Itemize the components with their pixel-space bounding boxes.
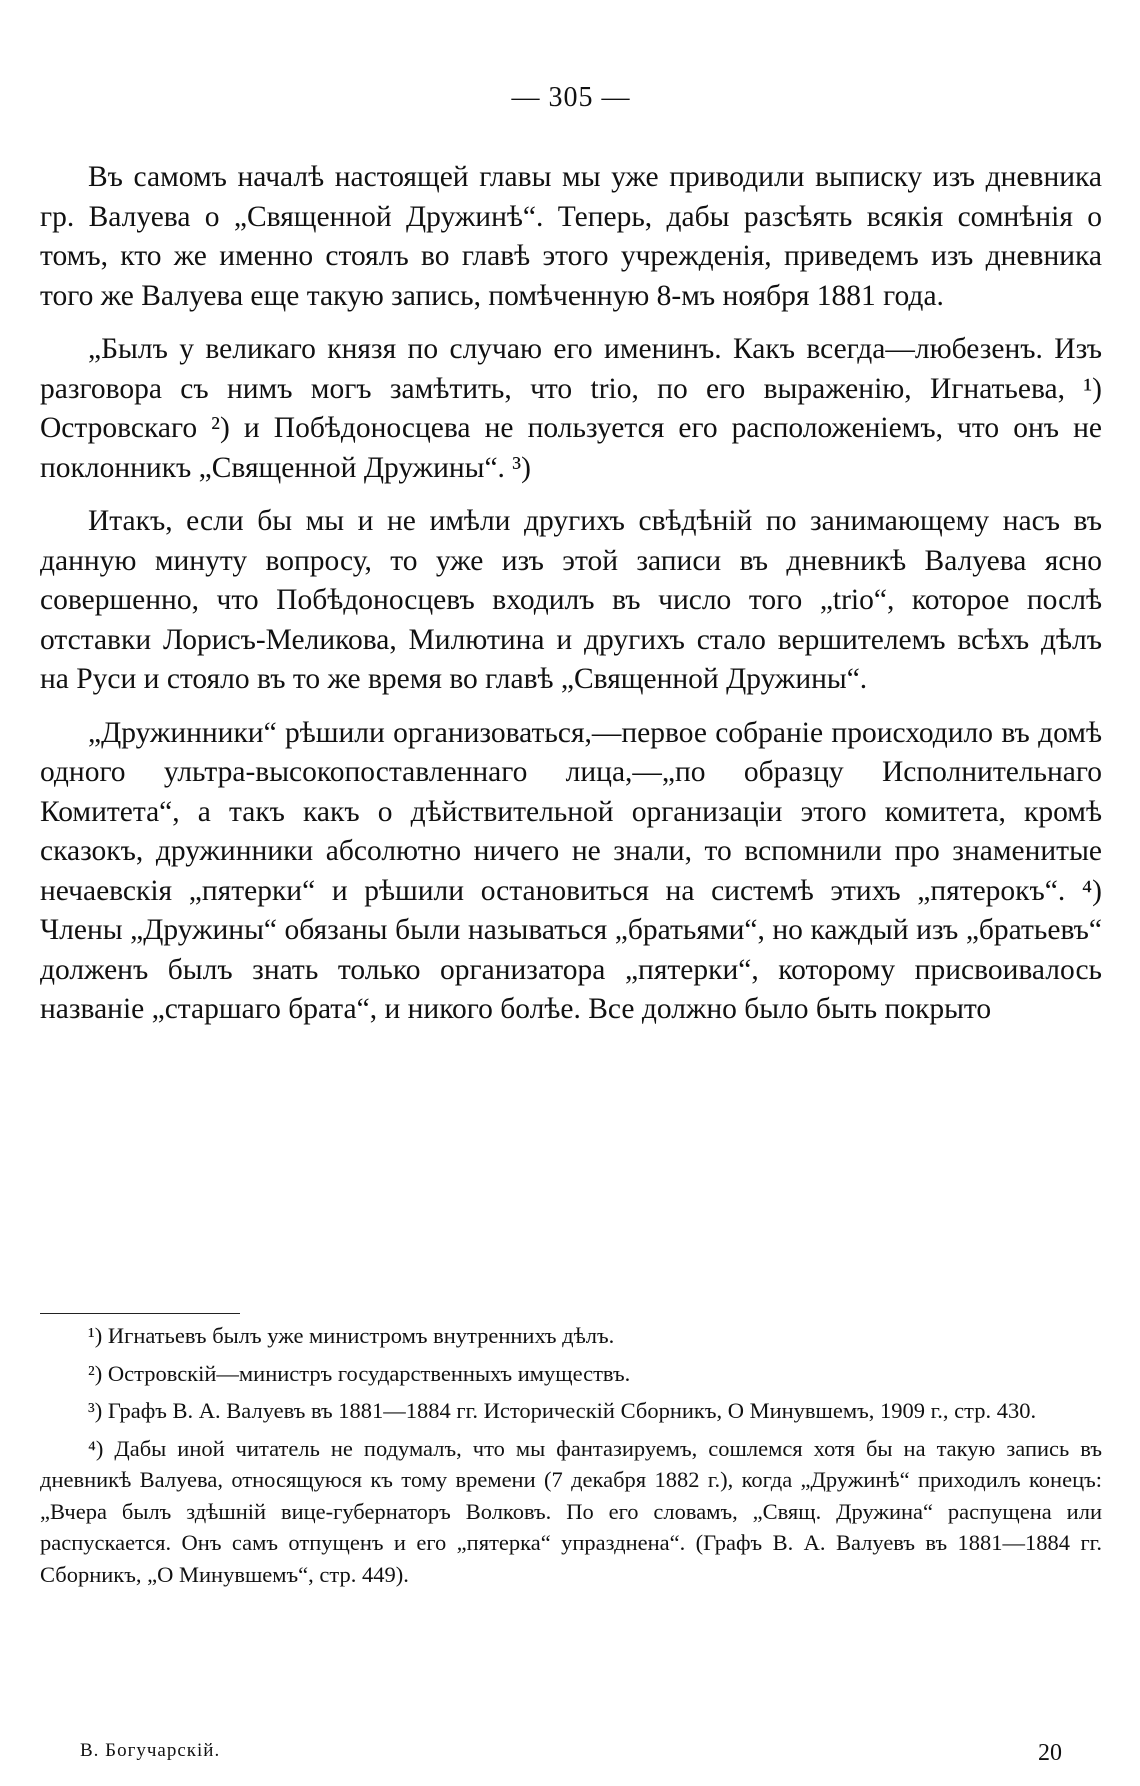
paragraph-2-quote: „Былъ у великаго князя по случаю его именинъ. Какъ всегда—любезенъ. Изъ разговора съ нимъ могъ замѣтить, что trio, по его выраженію, Игнатьева, ¹) Островскаго ²) и Побѣдоносцева не пользуется его расположеніемъ, что онъ не поклонникъ „Священной Дружины“. ³) — [40, 333, 1102, 484]
paragraph-3: Итакъ, если бы мы и не имѣли другихъ свѣдѣній по занимающему насъ въ данную минуту вопросу, то уже изъ этой записи въ дневникѣ Валуева ясно совершенно, что Побѣдоносцевъ входилъ въ число того „trio“, которое послѣ отставки Лорисъ-Меликова, Милютина и другихъ стало вершителемъ всѣхъ дѣлъ на Руси и стояло въ то же время во главѣ „Священной Дружины“. — [40, 505, 1102, 695]
main-text — [40, 158, 1102, 1044]
footnote-1: ¹) Игнатьевъ былъ уже министромъ внутреннихъ дѣлъ. — [88, 1323, 615, 1348]
page-number: — 305 — — [511, 82, 631, 113]
page-footer — [40, 1740, 1102, 1774]
paragraph-4: „Дружинники“ рѣшили организоваться,—первое собраніе происходило въ домѣ одного ультра-высокопоставленнаго лица,—„по образцу Исполнительнаго Комитета“, а такъ какъ о дѣйствительной организаціи этого комитета, кромѣ сказокъ, дружинники абсолютно ничего не знали, то вспомнили про знаменитые нечаевскія „пятерки“ и рѣшили остановиться на системѣ этихъ „пятерокъ“. ⁴) Члены „Дружины“ обязаны были называться „братьями“, но каждый изъ „братьевъ“ долженъ былъ знать только организатора „пятерки“, которому присвоивалось названіе „старшаго брата“, и никого болѣе. Все должно было быть покрыто — [40, 716, 1102, 1025]
paragraph-1: Въ самомъ началѣ настоящей главы мы уже приводили выписку изъ дневника гр. Валуева о „Священной Дружинѣ“. Теперь, дабы разсѣять всякія сомнѣнія о томъ, кто же именно стоялъ во главѣ этого учрежденія, приведемъ изъ дневника того же Валуева еще такую запись, помѣченную 8-мъ ноября 1881 года. — [40, 161, 1102, 312]
footnote-divider — [40, 1313, 240, 1314]
book-page — [40, 0, 1102, 1786]
sheet-number: 20 — [1038, 1740, 1062, 1766]
footnote-3: ³) Графъ В. А. Валуевъ въ 1881—1884 гг. Историческій Сборникъ, О Минувшемъ, 1909 г., стр. 430. — [88, 1398, 1037, 1423]
footnote-2: ²) Островскій—министръ государственныхъ имуществъ. — [88, 1360, 631, 1386]
footnote-4: ⁴) Дабы иной читатель не подумалъ, что мы фантазируемъ, сошлемся хотя бы на такую запись въ дневникѣ Валуева, относящуюся къ тому времени (7 декабря 1882 г.), когда „Дружинѣ“ приходилъ конецъ: „Вчера былъ здѣшній вице-губернаторъ Волковъ. По его словамъ, „Свящ. Дружина“ распущена или распускается. Онъ самъ отпущенъ и его „пятерка“ упразднена“. (Графъ В. А. Валуевъ въ 1881—1884 гг. Сборникъ, „О Минувшемъ“, стр. 449). — [40, 1435, 1102, 1587]
footnotes — [40, 1320, 1102, 1596]
author-signature: В. Богучарскій. — [80, 1740, 221, 1761]
